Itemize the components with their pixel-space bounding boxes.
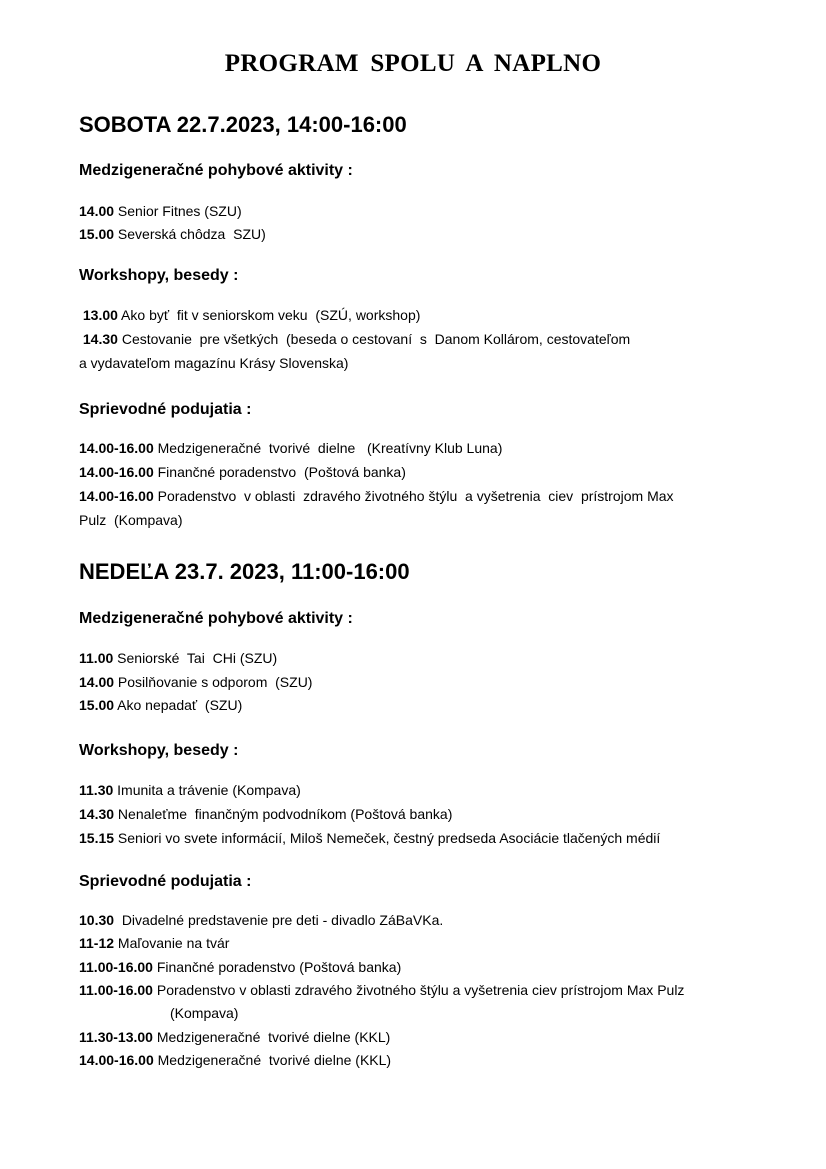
item-text: Finančné poradenstvo (Poštová banka) [152,959,402,975]
program-item [79,650,277,666]
program-item [79,226,266,242]
section-heading: Sprievodné podujatia : [79,873,252,890]
program-item [79,982,684,998]
item-text: Posilňovanie s odporom (SZU) [114,674,313,690]
section-heading: Medzigeneračné pohybové aktivity : [79,162,353,179]
day-heading-saturday: SOBOTA 22.7.2023, 14:00-16:00 [79,112,407,137]
section-heading: Workshopy, besedy : [79,742,239,759]
item-text: a vydavateľom magazínu Krásy Slovenska) [79,355,349,371]
program-item-continuation [79,355,348,371]
item-text: Maľovanie na tvár [114,935,230,951]
item-time: 10.30 [79,912,115,928]
item-text: Cestovanie pre všetkých (beseda o cestovaní s Danom Kollárom, cestovateľom [117,331,631,347]
item-text: (Kompava) [170,1005,239,1021]
program-item [79,830,660,846]
item-text: Poradenstvo v oblasti zdravého životného štýlu a vyšetrenia ciev prístrojom Max [153,488,674,504]
item-text: Medzigeneračné tvorivé dielne (KKL) [152,1029,391,1045]
program-item [79,488,674,504]
program-item [79,1052,391,1068]
item-text: Medzigeneračné tvorivé dielne (Kreatívny Klub Luna) [153,440,503,456]
item-time: 15.00 [79,226,115,242]
item-text: Nenaleťme finančným podvodníkom (Poštová banka) [114,806,453,822]
program-item [79,697,242,713]
program-item [79,464,406,480]
item-text: Imunita a trávenie (Kompava) [113,782,301,798]
item-time: 14.00 [79,203,115,219]
item-text: Poradenstvo v oblasti zdravého životného štýlu a vyšetrenia ciev prístrojom Max Pulz [152,982,685,998]
item-time: 14.00-16.00 [79,464,154,480]
section-heading: Medzigeneračné pohybové aktivity : [79,610,353,627]
item-text: Ako nepadať (SZU) [114,697,243,713]
program-item [79,1029,390,1045]
section-heading: Workshopy, besedy : [79,267,239,284]
program-item [79,203,242,219]
item-text: Medzigeneračné tvorivé dielne (KKL) [153,1052,392,1068]
item-text: Severská chôdza SZU) [114,226,266,242]
program-item [79,912,443,928]
program-item [79,307,420,323]
program-item [79,806,452,822]
day-heading-sunday: NEDEĽA 23.7. 2023, 11:00-16:00 [79,559,410,584]
item-time: 13.00 [79,307,118,323]
item-text: Divadelné predstavenie pre deti - divadlo ZáBaVKa. [114,912,444,928]
item-time: 11.00-16.00 [79,959,153,975]
item-time: 14.00-16.00 [79,1052,154,1068]
item-time: 11-12 [79,935,115,951]
item-time: 14.30 [79,331,118,347]
item-time: 15.15 [79,830,115,846]
item-text: Ako byť fit v seniorskom veku (SZÚ, workshop) [117,307,421,323]
section-heading: Sprievodné podujatia : [79,401,252,418]
program-item [79,331,630,347]
item-text: Seniori vo svete informácií, Miloš Nemeček, čestný predseda Asociácie tlačených médií [114,830,661,846]
item-text: Finančné poradenstvo (Poštová banka) [153,464,406,480]
item-time: 11.30 [79,782,114,798]
item-text: Senior Fitnes (SZU) [114,203,242,219]
program-item [79,959,401,975]
program-item [79,440,502,456]
program-item [79,782,301,798]
item-time: 11.30-13.00 [79,1029,153,1045]
program-item [79,674,312,690]
item-time: 14.00 [79,674,115,690]
page-title: PROGRAM SPOLU A NAPLNO [224,50,602,77]
program-item-continuation [79,512,182,528]
item-time: 14.30 [79,806,115,822]
program-item-continuation [170,1005,238,1021]
item-time: 11.00 [79,650,114,666]
item-time: 15.00 [79,697,115,713]
item-time: 11.00-16.00 [79,982,153,998]
item-text: Seniorské Tai CHi (SZU) [113,650,278,666]
item-time: 14.00-16.00 [79,488,154,504]
program-item [79,935,229,951]
item-time: 14.00-16.00 [79,440,154,456]
item-text: Pulz (Kompava) [79,512,183,528]
